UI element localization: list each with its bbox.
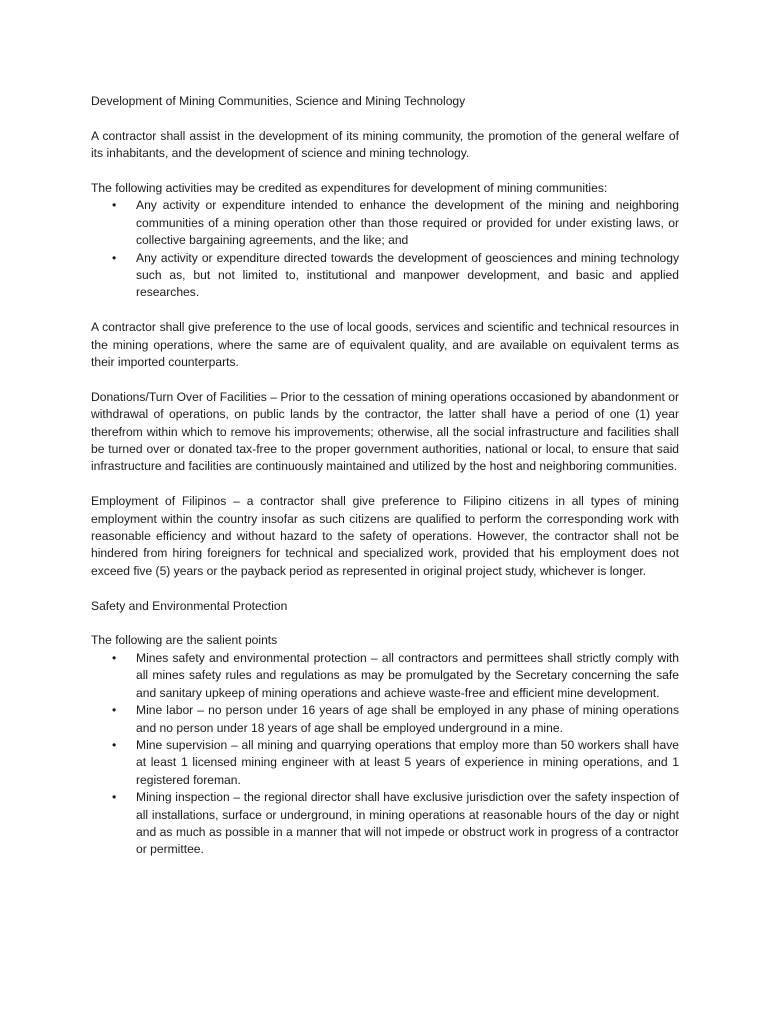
list-intro-salient-points: The following are the salient points (91, 633, 278, 648)
list-item-text: Any activity or expenditure intended to enhance the development of the mining and neighboring communities of a mining operation other than those required or provided for under existing laws, or collective bargaining agreements, and the like; and (136, 198, 679, 248)
document-page (91, 93, 679, 876)
list-item (112, 250, 679, 302)
paragraph-contractor-assist: A contractor shall assist in the development of its mining community, the promotion of the general welfare of its inhabitants, and the development of science and mining technology. (91, 128, 679, 161)
expenditures-bullet-list (91, 197, 679, 301)
bullet-icon: • (112, 198, 117, 213)
bullet-icon: • (112, 737, 117, 752)
bullet-icon: • (112, 790, 117, 805)
paragraph-local-goods: A contractor shall give preference to the use of local goods, services and scientific and technical resources in the mining operations, where the same are of equivalent quality, and are available on equivalent terms as their imported counterparts. (91, 320, 679, 370)
list-item-text: Mine supervision – all mining and quarrying operations that employ more than 50 workers shall have at least 1 licensed mining engineer with at least 5 years of experience in mining operations, and 1 registered foreman. (136, 737, 679, 787)
salient-points-bullet-list (91, 650, 679, 859)
bullet-icon: • (112, 703, 117, 718)
list-item-text: Mines safety and environmental protection – all contractors and permittees shall strictly comply with all mines safety rules and regulations as may be promulgated by the Secretary concerning the safe and sanitary upkeep of mining operations and achieve waste-free and efficient mine development. (136, 650, 679, 700)
section-heading-mining-communities: Development of Mining Communities, Science and Mining Technology (91, 94, 466, 108)
list-item (112, 197, 679, 249)
list-item (112, 702, 679, 737)
list-item-text: Mine labor – no person under 16 years of age shall be employed in any phase of mining operations and no person under 18 years of age shall be employed underground in a mine. (136, 703, 679, 735)
section-heading-safety: Safety and Environmental Protection (91, 598, 288, 613)
list-item (112, 650, 679, 702)
bullet-icon: • (112, 650, 117, 665)
list-item (112, 737, 679, 789)
list-item-text: Any activity or expenditure directed towards the development of geosciences and mining technology such as, but not limited to, institutional and manpower development, and basic and applied researches. (136, 250, 679, 300)
list-intro-expenditures: The following activities may be credited as expenditures for development of mining communities: (91, 181, 608, 195)
paragraph-employment: Employment of Filipinos – a contractor shall give preference to Filipino citizens in all types of mining employment within the country insofar as such citizens are qualified to perform the corresponding work with reasonable efficiency and without hazard to the safety of operations. However, the contractor shall not be hindered from hiring foreigners for technical and specialized work, provided that his employment does not exceed five (5) years or the payback period as represented in original project study, whichever is longer. (91, 494, 679, 578)
paragraph-donations: Donations/Turn Over of Facilities – Prior to the cessation of mining operations occasioned by abandonment or withdrawal of operations, on public lands by the contractor, the latter shall have a period of one (1) year therefrom within which to remove his improvements; otherwise, all the social infrastructure and facilities shall be turned over or donated tax-free to the proper government authorities, national or local, to ensure that said infrastructure and facilities are continuously maintained and utilized by the host and neighboring communities. (91, 389, 679, 474)
list-item-text: Mining inspection – the regional director shall have exclusive jurisdiction over the safety inspection of all installations, surface or underground, in mining operations at reasonable hours of the day or night and as much as possible in a manner that will not impede or obstruct work in progress of a contractor or permittee. (136, 790, 679, 857)
bullet-icon: • (112, 250, 117, 265)
list-item (112, 789, 679, 859)
